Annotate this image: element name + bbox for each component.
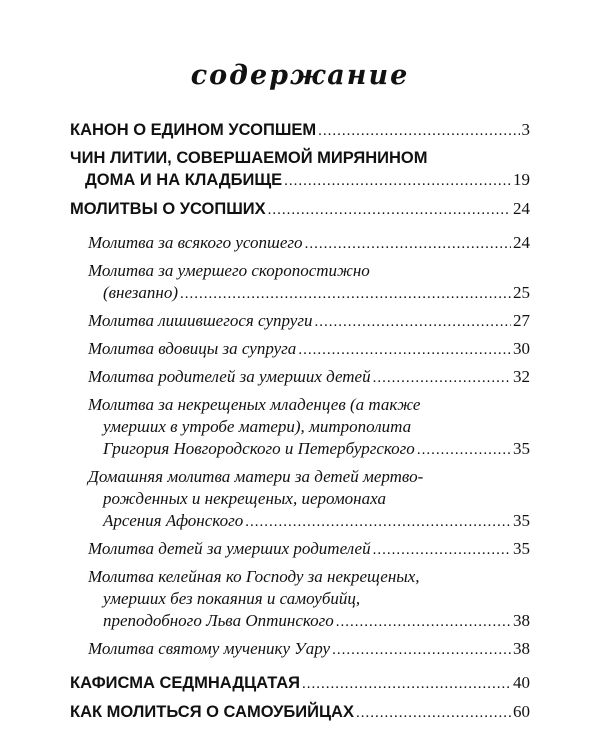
leader-dots [373,370,511,387]
toc-entry-litiya[interactable] [70,149,530,190]
toc-entry-title-cont: Григория Новгородского и Петербургского [103,439,415,458]
toc-page-number: 35 [513,439,530,458]
toc-entry-title: Молитва святому мученику Уару [88,639,331,658]
toc-page-number: 24 [513,199,530,218]
toc-entry-title-cont: ДОМА И НА КЛАДБИЩЕ [85,171,283,189]
toc-subentry[interactable] [70,367,530,387]
toc-entry-title: Домашняя молитва матери за детей мертво- [88,467,424,486]
toc-subentry[interactable] [70,467,530,531]
leader-dots [336,614,511,631]
toc-entry-title: Молитва за всякого усопшего [88,233,303,252]
toc-entry-title: Молитва вдовицы за супруга [88,339,297,358]
toc-page-number: 35 [513,511,530,530]
toc-page-number: 19 [513,170,530,189]
toc-page-number: 60 [513,702,530,721]
toc-page-number: 35 [513,539,530,558]
toc-entry-title: КАНОН О ЕДИНОМ УСОПШЕМ [70,121,317,139]
leader-dots [245,514,511,531]
toc-entry-title: КАФИСМА СЕДМНАДЦАТАЯ [70,674,301,692]
toc-subentry[interactable] [70,567,530,631]
leader-dots [373,542,511,559]
toc-entry-title-cont: (внезапно) [103,283,179,302]
toc-page-number: 30 [513,339,530,358]
toc-page-number: 32 [513,367,530,386]
leader-dots [268,202,511,219]
toc-page-number: 3 [521,120,530,139]
toc-subentry[interactable] [70,261,530,303]
toc-entry-title-cont: рожденных и некрещеных, иеромонаха [103,489,386,508]
toc-subentry[interactable] [70,639,530,659]
leader-dots [417,442,511,459]
toc-entry-title: КАК МОЛИТЬСЯ О САМОУБИЙЦАХ [70,703,354,721]
toc-subentry[interactable] [70,395,530,459]
toc-subentry[interactable] [70,311,530,331]
toc-entry-title-cont: умерших без покаяния и самоубийц, [103,589,361,608]
leader-dots [298,342,511,359]
toc-entry-title: Молитва лишившегося супруги [88,311,313,330]
leader-dots [180,286,511,303]
toc-entry-title-cont: умерших в утробе матери), митрополита [103,417,412,436]
toc-page-number: 40 [513,673,530,692]
toc-page-number: 24 [513,233,530,252]
toc-entry-title: МОЛИТВЫ О УСОПШИХ [70,200,266,218]
toc-page-number: 27 [513,311,530,330]
leader-dots [356,705,511,722]
leader-dots [302,676,511,693]
toc-entry-title: Молитва детей за умерших родителей [88,539,371,558]
leader-dots [318,123,519,140]
page-title: содержание [190,60,410,91]
toc-entry-kafisma[interactable] [70,673,530,693]
toc-entry-title: Молитва родителей за умерших детей [88,367,371,386]
toc-entry-kanon[interactable] [70,120,530,140]
toc-entry-title: ЧИН ЛИТИИ, СОВЕРШАЕМОЙ МИРЯНИНОМ [70,149,428,167]
toc-entry-title: Молитва келейная ко Господу за некрещеных, [88,567,420,586]
toc-subentry[interactable] [70,233,530,253]
leader-dots [332,642,511,659]
toc-entry-molitvy[interactable] [70,199,530,219]
leader-dots [314,314,511,331]
toc-page-number: 38 [513,611,530,630]
toc-subentry[interactable] [70,539,530,559]
toc-page-number: 25 [513,283,530,302]
toc-entry-title-cont: Арсения Афонского [103,511,244,530]
table-of-contents [70,120,530,722]
leader-dots [305,236,511,253]
toc-entry-title-cont: преподобного Льва Оптинского [103,611,334,630]
leader-dots [284,173,511,190]
toc-entry-title: Молитва за умершего скоропостижно [88,261,370,280]
toc-entry-samoubiytsy[interactable] [70,702,530,722]
toc-entry-title: Молитва за некрещеных младенцев (а также [88,395,421,414]
toc-page-number: 38 [513,639,530,658]
toc-subentry[interactable] [70,339,530,359]
